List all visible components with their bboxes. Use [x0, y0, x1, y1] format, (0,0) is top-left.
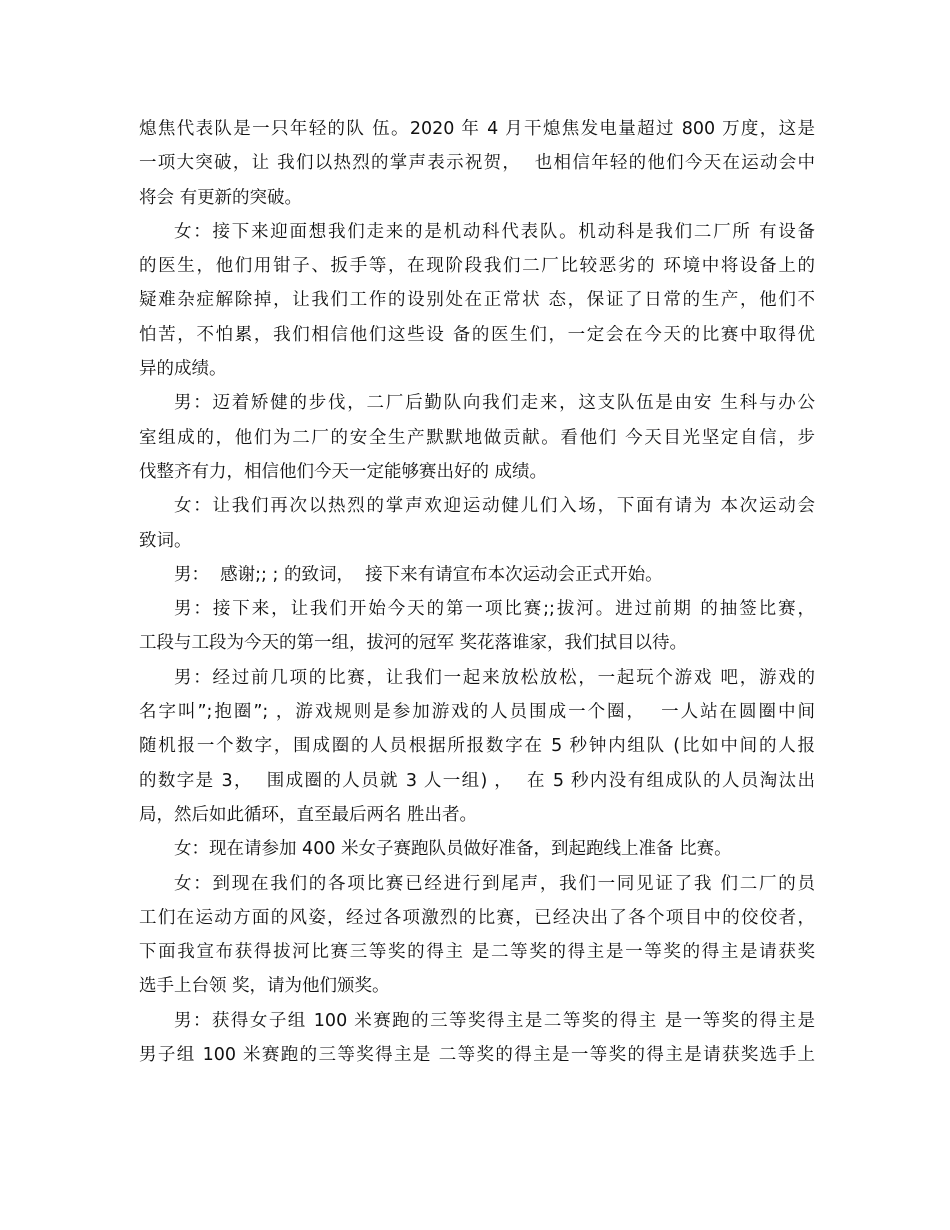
text-line: 男：经过前几项的比赛，让我们一起来放松放松，一起玩个游戏 吧，游戏的	[174, 667, 815, 688]
text-line: 男：获得女子组 100 米赛跑的三等奖得主是二等奖的得主 是一等奖的得主是	[174, 1010, 815, 1031]
text-line: 异的成绩。	[139, 359, 227, 380]
paragraph	[139, 386, 815, 489]
text-line: 熄焦代表队是一只年轻的队 伍。2020 年 4 月干熄焦发电量超过 800 万度，这是	[139, 119, 815, 139]
text-line: 女：到现在我们的各项比赛已经进行到尾声，我们一同见证了我 们二厂的员	[174, 873, 815, 894]
text-line: 男：接下来，让我们开始今天的第一项比赛;;拔河。进过前期 的抽签比赛，	[174, 599, 815, 620]
paragraph	[139, 592, 815, 661]
text-line: 选手上台领 奖，请为他们颁奖。	[139, 976, 390, 997]
text-line: 伐整齐有力，相信他们今天一定能够赛出好的 成绩。	[139, 461, 548, 482]
paragraph	[139, 832, 815, 866]
text-line: 男子组 100 米赛跑的三等奖得主是 二等奖的得主是一等奖的得主是请获奖选手上	[139, 1045, 815, 1066]
text-line: 将会 有更新的突破。	[139, 187, 303, 208]
paragraph	[139, 661, 815, 832]
paragraph	[139, 215, 815, 386]
text-line: 疑难杂症解除掉，让我们工作的设别处在正常状 态，保证了日常的生产，他们不	[139, 290, 815, 311]
paragraph	[139, 1004, 815, 1073]
paragraph	[139, 867, 815, 1004]
document-body	[139, 112, 815, 1072]
text-line: 室组成的，他们为二厂的安全生产默默地做贡献。看他们 今天目光坚定自信，步	[139, 427, 815, 448]
text-line: 工段与工段为今天的第一组，拔河的冠军 奖花落谁家，我们拭目以待。	[139, 633, 688, 654]
text-line: 女：现在请参加 400 米女子赛跑队员做好准备，到起跑线上准备 比赛。	[174, 839, 732, 860]
text-line: 随机报一个数字，围成圈的人员根据所报数字在 5 秒钟内组队 (比如中间的人报	[139, 736, 815, 757]
text-line: 的医生，他们用钳子、扳手等，在现阶段我们二厂比较恶劣的 环境中将设备上的	[139, 256, 815, 277]
text-line: 局，然后如此循环，直至最后两名 胜出者。	[139, 804, 478, 825]
text-line: 致词。	[139, 530, 192, 551]
text-line: 一项大突破，让 我们以热烈的掌声表示祝贺， 也相信年轻的他们今天在运动会中	[139, 153, 815, 174]
text-line: 怕苦，不怕累，我们相信他们这些设 备的医生们，一定会在今天的比赛中取得优	[139, 324, 815, 345]
paragraph	[139, 112, 815, 215]
text-line: 男：迈着矫健的步伐，二厂后勤队向我们走来，这支队伍是由安 生科与办公	[174, 393, 815, 414]
paragraph	[139, 558, 815, 592]
paragraph	[139, 489, 815, 558]
text-line: 的数字是 3， 围成圈的人员就 3 人一组) ， 在 5 秒内没有组成队的人员淘汰出	[139, 770, 815, 791]
text-line: 女：让我们再次以热烈的掌声欢迎运动健儿们入场，下面有请为 本次运动会	[174, 496, 815, 517]
text-line: 下面我宣布获得拔河比赛三等奖的得主 是二等奖的得主是一等奖的得主是请获奖	[139, 942, 815, 963]
text-line: 女：接下来迎面想我们走来的是机动科代表队。机动科是我们二厂所 有设备	[174, 221, 815, 242]
text-line: 男： 感谢;; ; 的致词， 接下来有请宣布本次运动会正式开始。	[174, 564, 663, 585]
text-line: 工们在运动方面的风姿，经过各项激烈的比赛，已经决出了各个项目中的佼佼者，	[139, 907, 815, 928]
text-line: 名字叫”;抱圈”; ，游戏规则是参加游戏的人员围成一个圈， 一人站在圆圈中间	[139, 702, 815, 723]
